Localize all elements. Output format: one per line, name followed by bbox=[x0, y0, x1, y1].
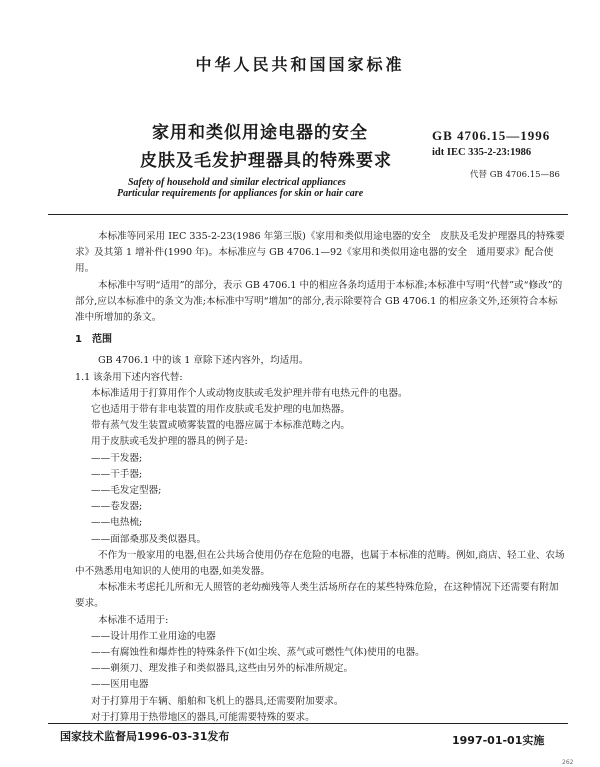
document-title-line-1: 家用和类似用途电器的安全 bbox=[152, 123, 368, 143]
document-body bbox=[75, 229, 565, 726]
clause-number: 1.1 bbox=[75, 371, 91, 383]
list-item: ——干发器; bbox=[91, 452, 143, 464]
list-item: ——毛发定型器; bbox=[91, 485, 162, 497]
intro-paragraph-1: 本标准等同采用 IEC 335-2-23(1986 年第三版)《家用和类似用途电器的安全 皮肤及毛发护理器具的特殊要求》及其第 1 增补件(1990 年)。本标准应与 GB 4706.1—92《家用和类似用途电器的安全 通用要求》配合使用。 bbox=[75, 231, 565, 275]
list-item: ——有腐蚀性和爆炸性的特殊条件下(如尘埃、蒸气或可燃性气体)使用的电器。 bbox=[91, 647, 425, 659]
scope-line-2: 它也适用于带有非电装置的用作皮肤或毛发护理的电加热器。 bbox=[91, 404, 351, 416]
effective-date: 1997-01-01实施 bbox=[452, 734, 545, 747]
national-standard-heading: 中华人民共和国国家标准 bbox=[195, 55, 405, 74]
english-title-line-1: Safety of household and similar electrical appliances bbox=[128, 177, 346, 188]
intro-paragraph-2: 本标准中写明“适用”的部分，表示 GB 4706.1 中的相应各条均适用于本标准;本标准中写明“代替”或“修改”的部分,应以本标准中的条文为准;本标准中写明“增加”的部分,表示除要符合 GB 4706.1 的相应条文外,还须符合本标准中所增加的条文。 bbox=[75, 279, 563, 324]
list-item: ——医用电器 bbox=[91, 679, 149, 691]
list-item: ——电热梳; bbox=[91, 517, 143, 529]
header-divider bbox=[48, 214, 568, 215]
not-apply-intro: 本标准不适用于: bbox=[98, 614, 169, 626]
scope-line-3: 带有蒸气发生装置或喷雾装置的电器应属于本标准范畴之内。 bbox=[91, 420, 351, 432]
list-item: ——面部桑那及类似器具。 bbox=[91, 533, 207, 545]
replaces-reference: 代替 GB 4706.15—86 bbox=[470, 170, 560, 180]
clause-text: 该条用下述内容代替: bbox=[93, 371, 183, 383]
clause-1-1 bbox=[75, 370, 565, 386]
english-title-line-2: Particular requirements for appliances for skin or hair care bbox=[117, 188, 364, 199]
section-1-intro: GB 4706.1 中的该 1 章除下述内容外，均适用。 bbox=[98, 355, 309, 367]
list-item: ——卷发器; bbox=[91, 501, 143, 513]
public-use-paragraph: 不作为一般家用的电器,但在公共场合使用仍存在危险的电器，也属于本标准的范畴。例如,商店、轻工业、农场中不熟悉用电知识的人使用的电器,如美发器。 bbox=[75, 549, 565, 578]
issued-by: 国家技术监督局1996-03-31发布 bbox=[60, 730, 230, 743]
special-hazards-paragraph: 本标准未考虑托儿所和无人照管的老幼痴残等人类生活场所存在的某些特殊危险，在这种情况下还需要有附加要求。 bbox=[75, 582, 559, 610]
page-number: 262 bbox=[562, 759, 574, 766]
list-item: ——干手器; bbox=[91, 468, 143, 480]
footer-divider bbox=[48, 723, 568, 724]
tropical-note: 对于打算用于热带地区的器具,可能需要特殊的要求。 bbox=[91, 711, 315, 723]
idt-reference: idt IEC 335-2-23:1986 bbox=[432, 147, 532, 158]
section-1-heading: 1 范围 bbox=[75, 334, 112, 346]
list-item: ——剃须刀、理发推子和类似器具,这些由另外的标准所规定。 bbox=[91, 663, 354, 675]
list-item: ——设计用作工业用途的电器 bbox=[91, 630, 216, 642]
vehicles-note: 对于打算用于车辆、船舶和飞机上的器具,还需要附加要求。 bbox=[91, 695, 344, 707]
document-title-line-2: 皮肤及毛发护理器具的特殊要求 bbox=[140, 151, 392, 171]
scope-line-1: 本标准适用于打算用作个人或动物皮肤或毛发护理并带有电热元件的电器。 bbox=[91, 387, 408, 399]
examples-intro: 用于皮肤或毛发护理的器具的例子是: bbox=[91, 436, 248, 448]
standard-code: GB 4706.15—1996 bbox=[432, 128, 551, 143]
